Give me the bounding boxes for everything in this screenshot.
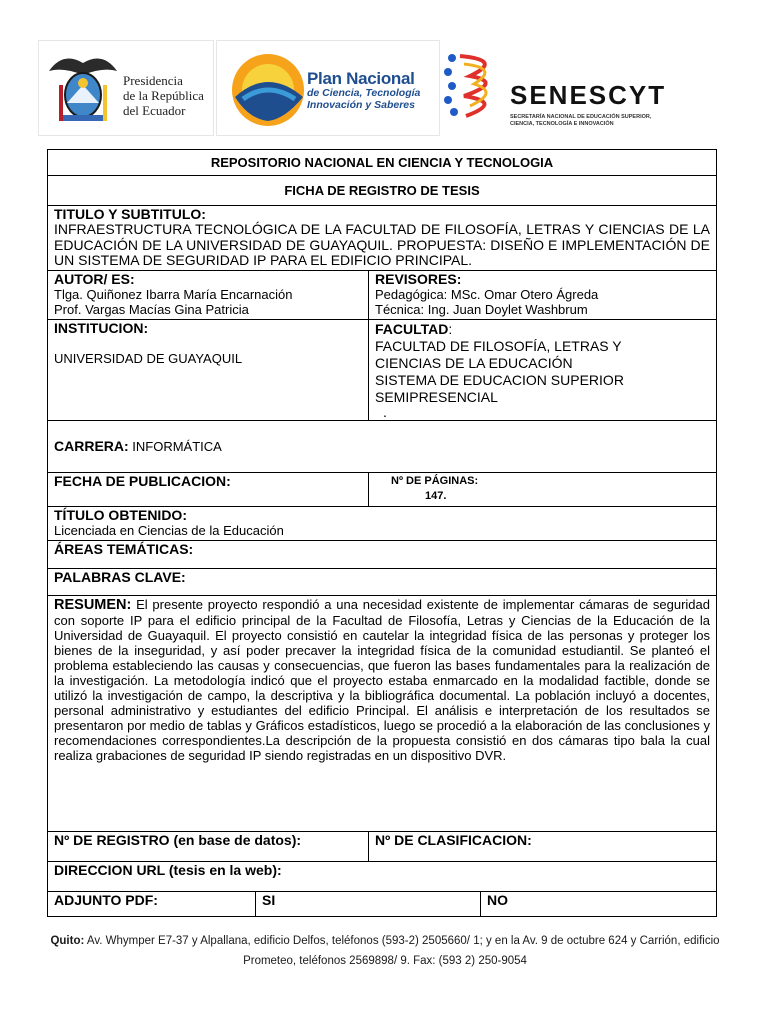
clasificacion-label: Nº DE CLASIFICACION:: [375, 831, 532, 848]
facultad-line-4: SEMIPRESENCIAL: [375, 388, 498, 405]
facultad-dot: .: [383, 403, 387, 420]
si-cell: [256, 891, 481, 916]
revisores-label: REVISORES:: [375, 270, 462, 287]
registro-label: Nº DE REGISTRO (en base de datos):: [54, 831, 302, 848]
plan-nacional-title: Plan Nacional: [307, 69, 415, 88]
revisor-2: Técnica: Ing. Juan Doylet Washbrum: [375, 301, 588, 317]
clasificacion-cell: [369, 831, 717, 861]
titulo-obtenido-cell: [48, 506, 717, 540]
areas-cell: [48, 540, 717, 568]
carrera-label: CARRERA:: [54, 437, 129, 454]
sun-icon: [225, 47, 311, 133]
palabras-cell: [48, 568, 717, 595]
senescyt-subtitle: SECRETARÍA NACIONAL DE EDUCACIÓN SUPERIOR, CIENCIA, TECNOLOGÍA E INNOVACIÓN: [510, 114, 652, 127]
titulo-value: INFRAESTRUCTURA TECNOLÓGICA DE LA FACULTAD DE FILOSOFÍA, LETRAS Y CIENCIAS DE LA EDUCACIÓN DE LA UNIVERSIDAD DE GUAYAQUIL. PROPUESTA: DISEÑO E IMPLEMENTACIÓN DE UN SISTEMA DE SEGURIDAD IP PARA EL EDIFICIO PRINCIPAL.: [54, 221, 710, 268]
palabras-label: PALABRAS CLAVE:: [54, 568, 186, 585]
plan-nacional-subtitle: de Ciencia, Tecnología Innovación y Saberes: [307, 87, 421, 111]
areas-label: ÁREAS TEMÁTICAS:: [54, 540, 194, 557]
fecha-label: FECHA DE PUBLICACION:: [54, 472, 231, 489]
no-cell: [481, 891, 717, 916]
presidencia-logo: [38, 40, 214, 136]
resumen-label: RESUMEN:: [54, 596, 132, 613]
autor-cell: [48, 270, 369, 319]
no-label: NO: [487, 891, 508, 908]
autor-1: Tlga. Quiñonez Ibarra María Encarnación: [54, 286, 293, 302]
ecuador-coat-of-arms-icon: [43, 45, 123, 135]
facultad-cell: [369, 319, 717, 420]
adjunto-label: ADJUNTO PDF:: [54, 891, 158, 908]
facultad-line-1: FACULTAD DE FILOSOFÍA, LETRAS Y: [375, 337, 622, 354]
carrera-value: INFORMÁTICA: [128, 438, 222, 454]
footer-address-text: Av. Whymper E7-37 y Alpallana, edificio Delfos, teléfonos (593-2) 2505660/ 1; y en la Av. 9 de octubre 624 y Carrión, edificio Prometeo, teléfonos 2569898/ 9. Fax: (593 2) 250-9054: [84, 935, 720, 967]
institucion-cell: [48, 319, 369, 420]
carrera-cell: [48, 420, 717, 472]
paginas-cell: [369, 472, 717, 506]
resumen-cell: [48, 595, 717, 831]
autor-2: Prof. Vargas Macías Gina Patricia: [54, 301, 249, 317]
titulo-cell: [48, 206, 717, 271]
autor-label: AUTOR/ ES:: [54, 270, 135, 287]
repositorio-title: REPOSITORIO NACIONAL EN CIENCIA Y TECNOLOGIA: [48, 150, 717, 176]
resumen-value: El presente proyecto respondió a una necesidad existente de implementar cámaras de seguridad con soporte IP para el edificio principal de la Facultad de Filosofía, Letras y Ciencias de la Educación de la Universidad de Guayaquil. El proyecto consistió en cautelar la integridad física de las personas y proteger los bienes de la inseguridad, y así poder precaver la integridad física de la comunidad estudiantil. Se planteó el problema estableciendo las causas y consecuencias, que fueron las bases fundamentales para la realización de la investigación. La metodología indicó que el proyecto estaba enmarcado en la modalidad factible, donde se utilizó la investigación de campo, la descriptiva y la bibliográfica documental. La población incluyó a docentes, personal administrativo y estudiantes del edificio Principal. El análisis e interpretación de los resultados se presentaron por medio de tablas y Gráficos estadísticos, luego se procedió a la elaboración de las conclusiones y recomendaciones correspondientes.La descripción de la propuesta consistió en dos cámaras tipo bala la cual realiza grabaciones de seguridad IP siendo registradas en un dispositivo DVR.: [54, 596, 710, 763]
adjunto-cell: [48, 891, 256, 916]
registro-cell: [48, 831, 369, 861]
fecha-cell: [48, 472, 369, 506]
titulo-label: TITULO Y SUBTITULO:: [54, 206, 206, 222]
presidencia-text: Presidencia de la República del Ecuador: [123, 73, 204, 118]
ficha-title: FICHA DE REGISTRO DE TESIS: [48, 176, 717, 206]
footer-address: [40, 931, 730, 971]
revisores-cell: [369, 270, 717, 319]
titulo-obtenido-value: Licenciada en Ciencias de la Educación: [54, 522, 284, 538]
senescyt-title: SENESCYT: [510, 80, 667, 110]
si-label: SI: [262, 891, 276, 908]
header-logos: [38, 40, 440, 136]
titulo-obtenido-label: TÍTULO OBTENIDO:: [54, 506, 187, 523]
facultad-line-2: CIENCIAS DE LA EDUCACIÓN: [375, 354, 573, 371]
institucion-label: INSTITUCION:: [54, 319, 149, 336]
revisor-1: Pedagógica: MSc. Omar Otero Ágreda: [375, 286, 599, 302]
facultad-line-3: SISTEMA DE EDUCACION SUPERIOR: [375, 371, 624, 388]
footer-city: Quito:: [50, 935, 85, 947]
url-label: DIRECCION URL (tesis en la web):: [54, 861, 282, 878]
facultad-label: FACULTAD: [375, 320, 449, 337]
plan-nacional-logo: [216, 40, 440, 136]
facultad-colon: :: [448, 320, 453, 337]
paginas-label: Nº DE PÁGINAS:: [391, 474, 479, 487]
senescyt-logo: [440, 44, 700, 136]
institucion-value: UNIVERSIDAD DE GUAYAQUIL: [54, 350, 243, 366]
ficha-registro-table: [47, 149, 717, 917]
url-cell: [48, 861, 717, 891]
senescyt-emblem-icon: [440, 46, 506, 132]
paginas-value: 147.: [425, 489, 447, 502]
